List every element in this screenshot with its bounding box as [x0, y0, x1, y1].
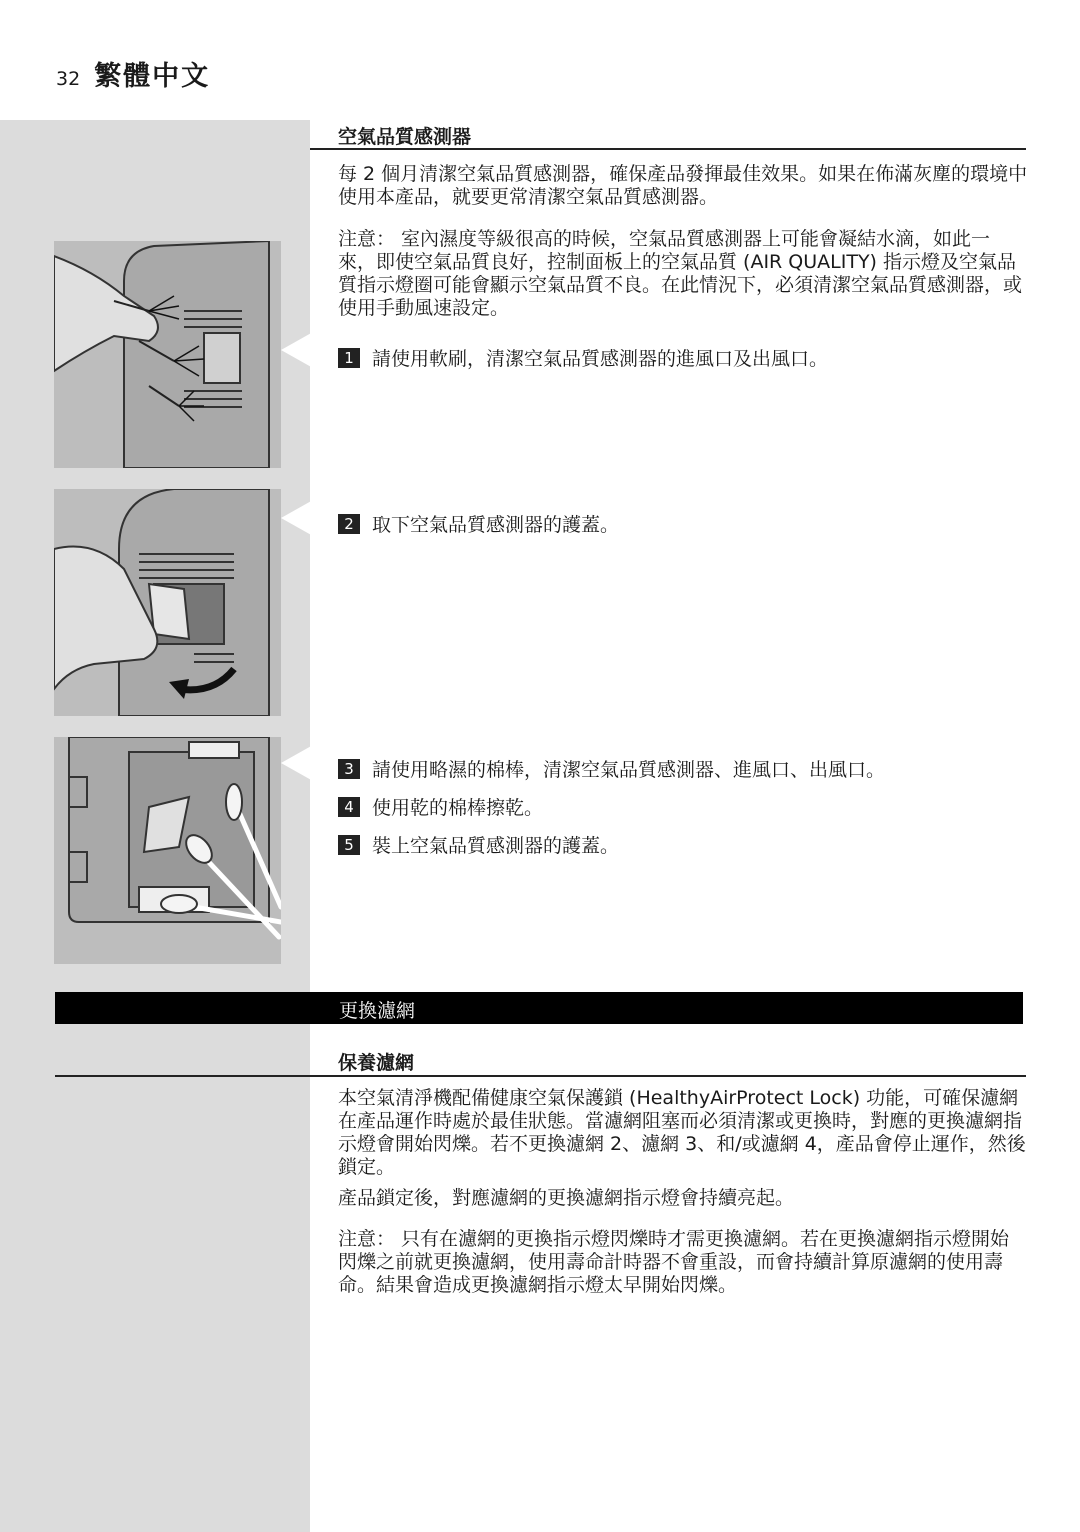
page-number: 32 — [56, 68, 81, 90]
section-title: 空氣品質感測器 — [338, 126, 472, 148]
callout-pointer — [281, 500, 313, 536]
step-number: 4 — [338, 797, 360, 817]
section-banner — [55, 992, 1023, 1024]
brush-sensor-illustration — [54, 241, 281, 468]
step-text: 請使用略濕的棉棒，清潔空氣品質感測器、進風口、出風口。 — [372, 759, 886, 781]
step-text: 取下空氣品質感測器的護蓋。 — [372, 514, 620, 536]
step-2 — [338, 510, 619, 537]
step-3 — [338, 755, 885, 782]
step-5 — [338, 831, 619, 858]
language-label: 繁體中文 — [94, 61, 211, 92]
step-text: 請使用軟刷，清潔空氣品質感測器的進風口及出風口。 — [372, 348, 829, 370]
intro-paragraph: 每 2 個月清潔空氣品質感測器，確保產品發揮最佳效果。如果在佈滿灰塵的環境中使用本產品，就要更常清潔空氣品質感測器。 — [338, 163, 1028, 208]
callout-pointer — [281, 332, 313, 368]
step-number: 5 — [338, 835, 360, 855]
note-paragraph: 注意： 室內濕度等級很高的時候，空氣品質感測器上可能會凝結水滴，如此一來，即使空氣品質良好，控制面板上的空氣品質 (AIR QUALITY) 指示燈及空氣品質指示燈圈可能會顯示空氣品質不良。在此情況下，必須清潔空氣品質感測器，或使用手動風速設定。 — [338, 228, 1023, 319]
step-text: 使用乾的棉棒擦乾。 — [372, 797, 544, 819]
step-4 — [338, 793, 543, 820]
step-number: 2 — [338, 514, 360, 534]
section-rule — [310, 148, 1026, 150]
cotton-swab-illustration — [54, 737, 281, 964]
filter-note-paragraph: 注意： 只有在濾網的更換指示燈閃爍時才需更換濾網。若在更換濾網指示燈開始閃爍之前就更換濾網，使用壽命計時器不會重設，而會持續計算原濾網的使用壽命。結果會造成更換濾網指示燈太早開始閃爍。 — [338, 1228, 1010, 1296]
step-1 — [338, 344, 828, 371]
step-number: 1 — [338, 348, 360, 368]
subsection-rule — [55, 1075, 1026, 1077]
callout-pointer — [281, 745, 313, 781]
lock-paragraph: 產品鎖定後，對應濾網的更換濾網指示燈會持續亮起。 — [338, 1187, 795, 1209]
page-header — [56, 54, 210, 93]
remove-cover-illustration — [54, 489, 281, 716]
step-number: 3 — [338, 759, 360, 779]
filter-paragraph: 本空氣清淨機配備健康空氣保護鎖 (HealthyAirProtect Lock) 功能，可確保濾網在產品運作時處於最佳狀態。當濾網阻塞而必須清潔或更換時，對應的更換濾網指示燈會開始閃爍。若不更換濾網 2、濾網 3、和/或濾網 4，產品會停止運作，然後鎖定。 — [338, 1087, 1026, 1178]
step-text: 裝上空氣品質感測器的護蓋。 — [372, 835, 620, 857]
subsection-title: 保養濾網 — [338, 1052, 415, 1074]
section-banner-title: 更換濾網 — [339, 1000, 416, 1022]
